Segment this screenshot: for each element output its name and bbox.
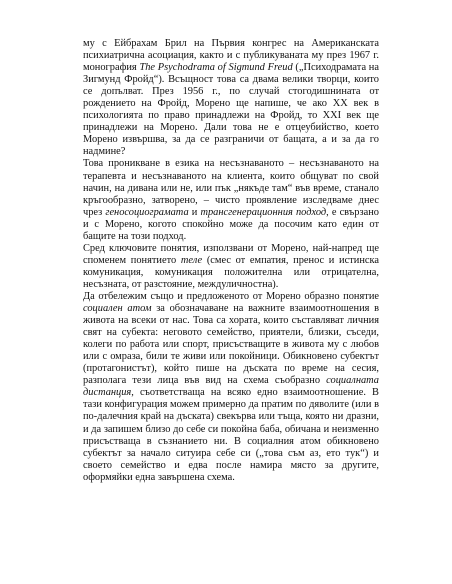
body-text [83,38,379,484]
term-social-atom: социален атом [83,303,152,315]
term-transgenerational: трансгенерационния подход [200,206,327,218]
paragraph-3: Сред ключовите понятия, използвани от Морено, най-напред ще споменем понятието теле (смес от емпатия, пренос и истинска комуникация, комуникация положителна или отрицателна, несъзнатa, от разстояние, междуличностна). [83,242,379,290]
book-title: The Psychodrama of Sigmund Freud [139,62,293,74]
term-tele: теле [180,254,203,266]
term-social-distance: социалната дистанция [83,375,379,399]
paragraph-4: Да отбележим също и предложеното от Морено образно понятие социален атом за обозначаване на важните взаимоотношения в живота на всеки от нас. Това са хората, които съставляват личния свят на субекта: неговото семейство, приятели, близки, съседи, колеги по работа или спорт, присъстващите в живота му с любов или с омраза, били те живи или покойници. Обикновено субектът (протагонистът), който пише на дъската по време на сесия, разполага тези лица във вид на схема съобразно социалната дистанция, съответстваща на всяко едно взаимоотношение. В тази конфигурация можем примерно да пратим по дяволите (или в по-далечния край на дъската) свекърва или тъща, която ни дразни, и да запишем близо до себе си покойна баба, обичана и неизменно присъстваща в съзнанието ни. В социалния атом обикновено субектът за начало ситуира себе си („това съм аз, ето тук“) и своето семейство и едва после намира място за другите, оформяйки една завършена схема. [83,290,380,483]
paragraph-1: му с Ейбрахам Брил на Първия конгрес на Американската психиатрична асоциация, както и с публикуваната му през 1967 г. монография The Psychodrama of Sigmund Freud („Психодрамата на Зигмунд Фройд“). Всъщност това са двама велики творци, които се допълват. През 1956 г., по случай стогодишнината от рождението на Фройд, Морено ще напише, че ако XX век в психологията по право принадлежи на Фройд, то XXI век ще принадлежи на Морено. Дали това не е отцеубийство, което Морено извършва, за да се разграничи от бащата, а и за да го надмине? [83,38,379,158]
term-genosociogram: геносоциограмата [105,206,189,218]
paragraph-2: Това проникване в езика на несъзнаваното – несъзнаваното на терапевта и несъзнаваното на клиента, които общуват по свой начин, на дивана или не, или пък „някъде там“ във време, станало кръгообразно, затворено, – чисто проявление изследваме днес чрез геносоциограмата и трансгенерационния подход, е свързано и с Морено, когото спокойно може да посочим като един от бащите на този подход. [83,158,379,242]
